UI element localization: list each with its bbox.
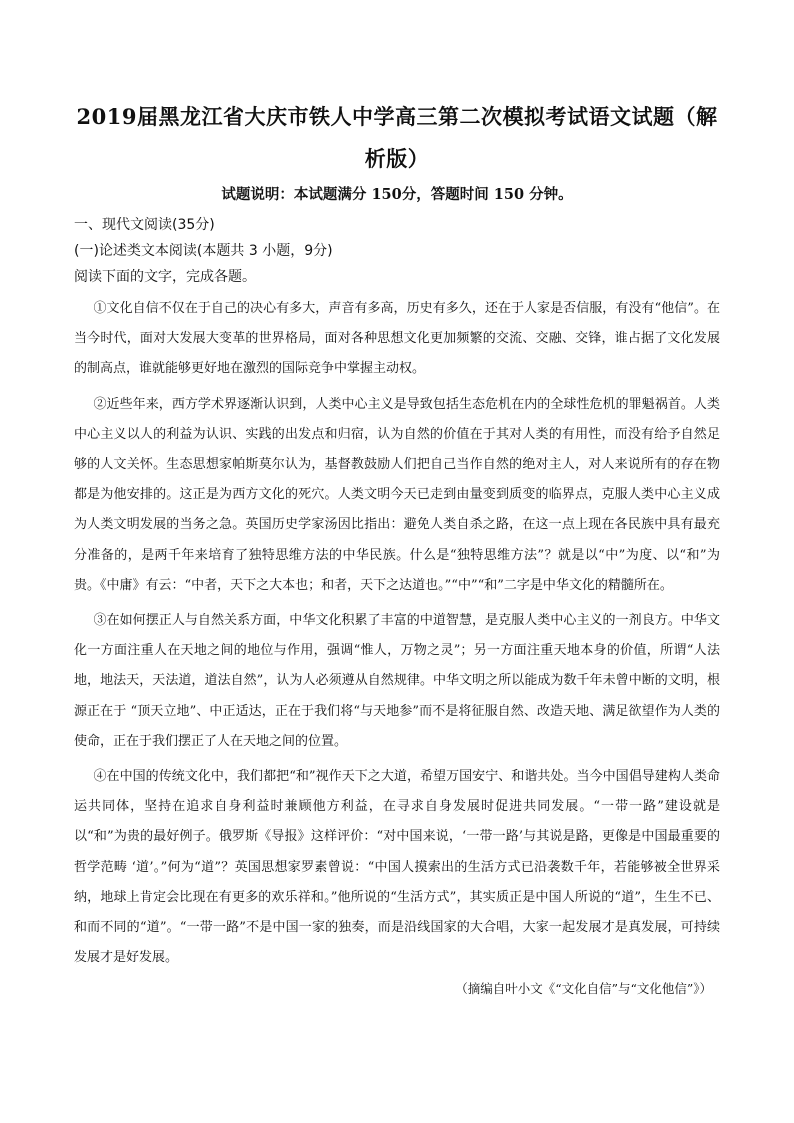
paragraph-3: ③在如何摆正人与自然关系方面，中华文化积累了丰富的中道智慧，是克服人类中心主义的一剂良方。中华文化一方面注重人在天地之间的地位与作用，强调“惟人，万物之灵”；另一方面注重天地本身的价值，所谓“人法地，地法天，天法道，道法自然”，认为人必须遵从自然规律。中华文明之所以能成为数千年未曾中断的文明，根源正在于 “顶天立地”、中正适达，正在于我们将“与天地参”而不是将征服自然、改造天地、满足欲望作为人类的使命，正在于我们摆正了人在天地之间的位置。	[74, 613, 720, 749]
article-body	[74, 294, 720, 973]
section-heading: 一、现代文阅读(35分)	[74, 217, 215, 233]
exam-instructions: 试题说明：本试题满分 150分，答题时间 150 分钟。	[221, 186, 573, 203]
paragraph-2: ②近些年来，西方学术界逐渐认识到，人类中心主义是导致包括生态危机在内的全球性危机的罪魁祸首。人类中心主义以人的利益为认识、实践的出发点和归宿，认为自然的价值在于其对人类的有用性，而没有给予自然足够的人文关怀。生态思想家帕斯莫尔认为，基督教鼓励人们把自己当作自然的绝对主人，对人来说所有的存在物都是为他安排的。这正是为西方文化的死穴。人类文明今天已走到由量变到质变的临界点，克服人类中心主义成为人类文明发展的当务之急。英国历史学家汤因比指出：避免人类自杀之路，在这一点上现在各民族中具有最充分准备的，是两千年来培育了独特思维方法的中华民族。什么是“独特思维方法”？就是以“中”为度、以“和”为贵。《中庸》有云：“中者，天下之大本也；和者，天下之达道也。”“中”“和”二字是中华文化的精髓所在。	[74, 396, 720, 593]
document-title: 2019届黑龙江省大庆市铁人中学高三第二次模拟考试语文试题（解析版）	[76, 104, 718, 171]
reading-instruction: 阅读下面的文字，完成各题。	[74, 269, 256, 285]
source-citation: （摘编自叶小文《“文化自信”与“文化他信”》）	[455, 981, 712, 997]
subsection-heading: (一)论述类文本阅读(本题共 3 小题，9分)	[74, 243, 333, 259]
paragraph-4: ④在中国的传统文化中，我们都把“和”视作天下之大道，希望万国安宁、和谐共处。当今中国倡导建构人类命运共同体，坚持在追求自身利益时兼顾他方利益，在寻求自身发展时促进共同发展。“一带一路”建设就是以“和”为贵的最好例子。俄罗斯《导报》这样评价：“对中国来说，‘一带一路’与其说是路，更像是中国最重要的哲学范畴 ‘道’。”何为“道”？英国思想家罗素曾说：“中国人摸索出的生活方式已沿袭数千年，若能够被全世界采纳，地球上肯定会比现在有更多的欢乐祥和。”他所说的“生活方式”，其实质正是中国人所说的“道”，生生不已、和而不同的“道”。“一带一路”不是中国一家的独奏，而是沿线国家的大合唱，大家一起发展才是真发展，可持续发展才是好发展。	[74, 769, 720, 966]
paragraph-1: ①文化自信不仅在于自己的决心有多大，声音有多高，历史有多久，还在于人家是否信服，有没有“他信”。在当今时代，面对大发展大变革的世界格局，面对各种思想文化更加频繁的交流、交融、交锋，谁占据了文化发展的制高点，谁就能够更好地在激烈的国际竞争中掌握主动权。	[74, 301, 720, 377]
